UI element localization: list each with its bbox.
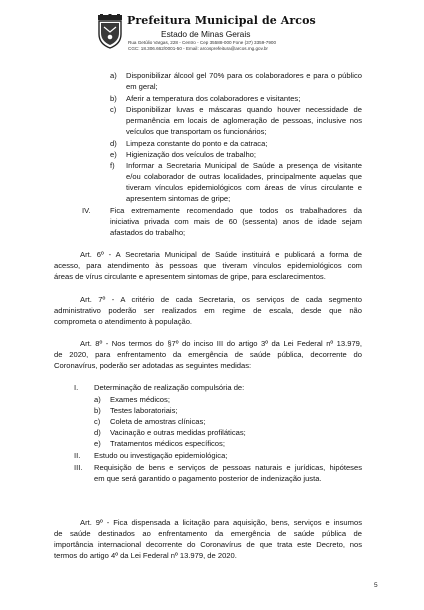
list-item-text: tiveram vínculos epidemiológicos com áreas de vírus circulante e <box>126 183 362 192</box>
list-item-text: Exames médicos; <box>110 395 170 404</box>
art6-paragraph: Art. 6º - A Secretaria Municipal de Saúde instituirá e publicará a forma de <box>80 250 362 259</box>
registry-line: CGC: 18.306.662/0001-50 - Email: arcosprefeitura@arcos.mg.gov.br <box>128 46 268 51</box>
list-item-label: c) <box>110 105 117 114</box>
art7-paragraph: comprometa o atendimento à população. <box>54 317 193 326</box>
list-item-text: Coleta de amostras clínicas; <box>110 417 206 426</box>
roman-item-text: em que será garantido o pagamento posterior de indenização justa. <box>94 474 322 483</box>
art7-paragraph: Art. 7º - A critério de cada Secretaria, os serviços de cada segmento <box>80 295 362 304</box>
roman-item-text: iniciativa privada com mais de 60 (sessenta) anos de idade sejam <box>110 217 362 226</box>
roman-item-text: Estudo ou investigação epidemiológica; <box>94 451 228 460</box>
letterhead <box>97 14 337 64</box>
roman-item-label: IV. <box>82 206 91 215</box>
list-item-label: b) <box>94 406 101 415</box>
list-item-text: Limpeza constante do ponto e da catraca; <box>126 139 268 148</box>
art9-paragraph: de saúde destinados ao enfrentamento da emergência de saúde pública de <box>54 529 362 538</box>
coat-of-arms-icon <box>97 14 123 50</box>
list-item-text: e/ou colaborador de outras localidades, principalmente aquelas que <box>126 172 362 181</box>
list-item-text: permanência em locais de aglomeração de pessoas, inclusive nos <box>126 116 362 125</box>
state-subtitle: Estado de Minas Gerais <box>161 29 251 39</box>
art8-paragraph: Coronavírus, poderão ser adotadas as seguintes medidas: <box>54 361 252 370</box>
art7-paragraph: administrativo poderão ser realizados em regime de escala, desde que não <box>54 306 362 315</box>
list-item-label: e) <box>94 439 101 448</box>
list-item-label: a) <box>94 395 101 404</box>
roman-item-text: Fica extremamente recomendado que todos os trabalhadores da <box>110 206 362 215</box>
art8-paragraph: Art. 8º - Nos termos do §7º do inciso III do artigo 3º da Lei Federal nº 13.979, <box>80 339 362 348</box>
roman-item-label: III. <box>74 463 83 472</box>
list-item-label: a) <box>110 71 117 80</box>
list-item-text: Disponibilizar luvas e máscaras quando houver necessidade de <box>126 105 362 114</box>
list-item-text: em geral; <box>126 82 158 91</box>
list-item-label: f) <box>110 161 115 170</box>
address-line: Rua Getúlio Vargas, 228 - Centro - Cep 35588-000 Fone (37) 3359-7900 <box>128 40 277 45</box>
list-item-text: Informar a Secretaria Municipal de Saúde a presença de visitante <box>126 161 362 170</box>
list-item-text: Higienização dos veículos de trabalho; <box>126 150 257 159</box>
roman-item-text: afastados do trabalho; <box>110 228 186 237</box>
list-item-text: Tratamentos médicos específicos; <box>110 439 225 448</box>
art9-paragraph: termos do artigo 4º da Lei Federal nº 13.979, de 2020. <box>54 551 237 560</box>
list-item-label: d) <box>94 428 101 437</box>
roman-item-text: Requisição de bens e serviços de pessoas naturais e jurídicas, hipóteses <box>94 463 362 472</box>
list-item-label: b) <box>110 94 117 103</box>
art6-paragraph: acesso, para atendimento às pessoas que tiveram vínculos epidemiológicos com <box>54 261 362 270</box>
list-item-label: d) <box>110 139 117 148</box>
list-item-text: Disponibilizar álcool gel 70% para os colaboradores e para o público <box>126 71 362 80</box>
list-item-text: Testes laboratoriais; <box>110 406 178 415</box>
list-item-label: c) <box>94 417 101 426</box>
list-item-label: e) <box>110 150 117 159</box>
roman-item-label: I. <box>74 383 79 392</box>
roman-item-label: II. <box>74 451 81 460</box>
list-item-text: veículos que transportam os funcionários; <box>126 127 267 136</box>
art9-paragraph: importância internacional decorrente do Coronavírus de que trata este Decreto, nos <box>54 540 362 549</box>
list-item-text: Vacinação e outras medidas profiláticas; <box>110 428 246 437</box>
art9-paragraph: Art. 9º - Fica dispensada a licitação para aquisição, bens, serviços e insumos <box>80 518 362 527</box>
list-item-text: apresentem sintomas de gripe; <box>126 194 231 203</box>
page-number: 5 <box>374 582 378 589</box>
art8-paragraph: de 2020, para enfrentamento da emergência de saúde pública, decorrente do <box>54 350 362 359</box>
roman-item-text: Determinação de realização compulsória de: <box>94 383 245 392</box>
municipality-title: Prefeitura Municipal de Arcos <box>127 14 316 27</box>
art6-paragraph: áreas de vírus circulante e apresentem sintomas de gripe, para esclarecimentos. <box>54 272 326 281</box>
list-item-text: Aferir a temperatura dos colaboradores e visitantes; <box>126 94 301 103</box>
